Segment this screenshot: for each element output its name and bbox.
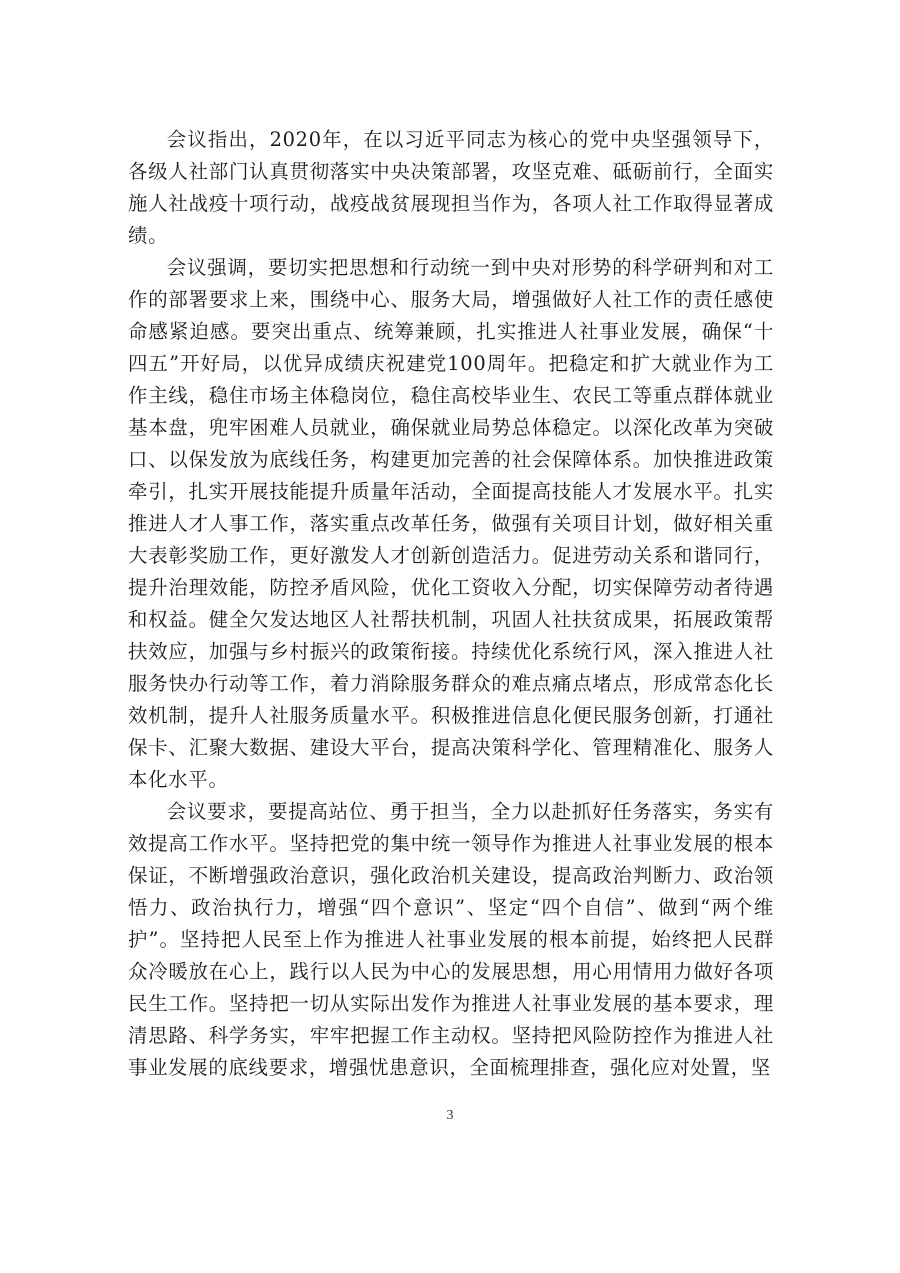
page-number: 3 [446,1108,454,1123]
paragraph-meeting-points-out: 会议指出，2020年，在以习近平同志为核心的党中央坚强领导下，各级人社部门认真贯彻落实中央决策部署，攻坚克难、砥砺前行，全面实施人社战疫十项行动，战疫战贫展现担当作为，各项人社工作取得显著成绩。 [128,128,774,247]
document-body [128,124,774,1084]
paragraph-meeting-requires: 会议要求，要提高站位、勇于担当，全力以赴抓好任务落实，务实有效提高工作水平。坚持把党的集中统一领导作为推进人社事业发展的根本保证，不断增强政治意识，强化政治机关建设，提高政治判断力、政治领悟力、政治执行力，增强“四个意识”、坚定“四个自信”、做到“两个维护”。坚持把人民至上作为推进人社事业发展的根本前提，始终把人民群众冷暖放在心上，践行以人民为中心的发展思想，用心用情用力做好各项民生工作。坚持把一切从实际出发作为推进人社事业发展的基本要求，理清思路、科学务实，牢牢把握工作主动权。坚持把风险防控作为推进人社事业发展的底线要求，增强忧患意识，全面梳理排查，强化应对处置，坚 [128,800,774,1079]
paragraph-meeting-emphasizes: 会议强调，要切实把思想和行动统一到中央对形势的科学研判和对工作的部署要求上来，围绕中心、服务大局，增强做好人社工作的责任感使命感紧迫感。要突出重点、统筹兼顾，扎实推进人社事业发展，确保“十四五”开好局，以优异成绩庆祝建党100周年。把稳定和扩大就业作为工作主线，稳住市场主体稳岗位，稳住高校毕业生、农民工等重点群体就业基本盘，兜牢困难人员就业，确保就业局势总体稳定。以深化改革为突破口、以保发放为底线任务，构建更加完善的社会保障体系。加快推进政策牵引，扎实开展技能提升质量年活动，全面提高技能人才发展水平。扎实推进人才人事工作，落实重点改革任务，做强有关项目计划，做好相关重大表彰奖励工作，更好激发人才创新创造活力。促进劳动关系和谐同行，提升治理效能，防控矛盾风险，优化工资收入分配，切实保障劳动者待遇和权益。健全欠发达地区人社帮扶机制，巩固人社扶贫成果，拓展政策帮扶效应，加强与乡村振兴的政策衔接。持续优化系统行风，深入推进人社服务快办行动等工作，着力消除服务群众的难点痛点堵点，形成常态化长效机制，提升人社服务质量水平。积极推进信息化便民服务创新，打通社保卡、汇聚大数据、建设大平台，提高决策科学化、管理精准化、服务人本化水平。 [128,256,774,791]
